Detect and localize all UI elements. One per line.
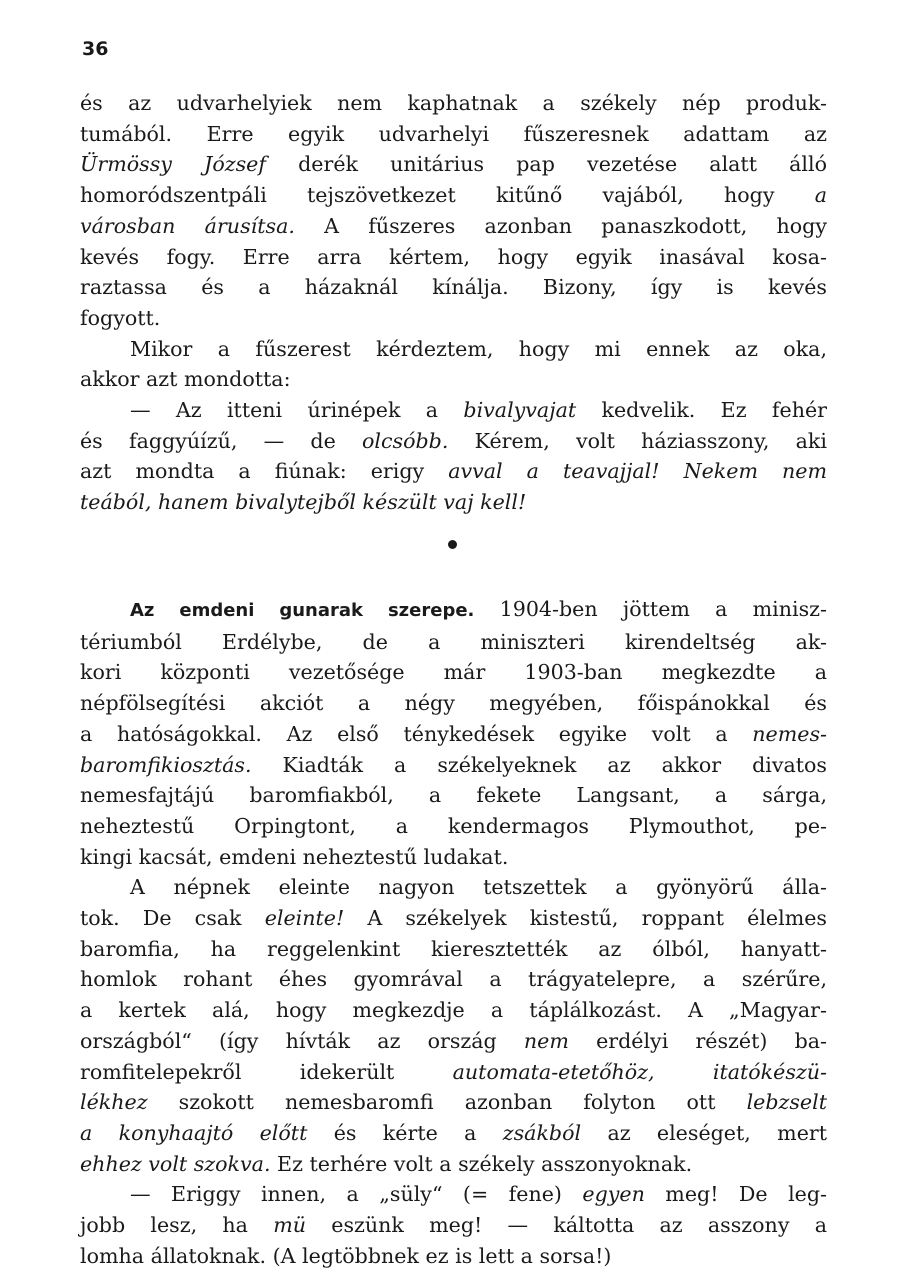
- text-line: [80, 964, 827, 995]
- text-line: [80, 1149, 827, 1180]
- text-line: [80, 211, 827, 242]
- text-line: [80, 364, 827, 395]
- text-line: [80, 627, 827, 658]
- italic-run: egyen: [582, 1182, 645, 1207]
- page-number: 36: [82, 38, 109, 60]
- text-run: és faggyúízű, — de: [80, 428, 362, 453]
- text-line: [80, 426, 827, 457]
- italic-run: eleinte!: [264, 906, 345, 931]
- text-line: [80, 995, 827, 1026]
- section-heading: Az emdeni gunarak szerepe.: [130, 600, 475, 621]
- italic-run: zsákból: [502, 1120, 582, 1145]
- text-line: [80, 272, 827, 303]
- text-run: — Az itteni úrinépek a: [130, 398, 464, 423]
- text-run: 1904-ben jöttem a minisz-: [474, 597, 827, 621]
- text-line: [80, 842, 827, 873]
- text-line: [80, 242, 827, 273]
- text-run: Ez terhére volt a székely asszonyoknak.: [270, 1151, 693, 1176]
- text-run: fogyott.: [80, 305, 161, 330]
- italic-run: ehhez volt szokva.: [80, 1151, 271, 1176]
- text-run: homoródszentpáli tejszövetkezet kitűnő vajából, hogy: [80, 183, 815, 208]
- text-line: [80, 487, 827, 518]
- text-line: [80, 1026, 827, 1057]
- text-line: [80, 688, 827, 719]
- text-run: szokott nemesbaromfi azonban folyton ott: [147, 1090, 747, 1115]
- italic-run: avval a teavajjal! Nekem nem: [448, 459, 827, 484]
- text-run: derék unitárius pap vezetése alatt álló: [265, 152, 827, 177]
- section-separator-dot: [448, 540, 457, 549]
- text-run: baromfia, ha reggelenkint kieresztették az ólból, hanyatt-: [80, 936, 827, 961]
- text-run: nemesfajtájú baromfiakból, a fekete Langsant, a sárga,: [80, 783, 827, 808]
- text-run: Kiadták a székelyeknek az akkor divatos: [251, 752, 827, 777]
- text-run: raztassa és a házaknál kínálja. Bizony, így is kevés: [80, 275, 827, 300]
- text-run: meg! De leg-: [644, 1182, 827, 1207]
- text-run: A népnek eleinte nagyon tetszettek a gyönyörű álla-: [130, 875, 827, 900]
- text-line: [80, 334, 827, 365]
- italic-run: lebzselt: [746, 1090, 827, 1115]
- italic-run: mü: [273, 1213, 306, 1238]
- text-run: Kérem, volt háziasszony, aki: [448, 428, 827, 453]
- text-line: [80, 872, 827, 903]
- text-line: [80, 303, 827, 334]
- text-run: A fűszeres azonban panaszkodott, hogy: [294, 213, 827, 238]
- text-line: [80, 657, 827, 688]
- italic-run: városban árusítsa.: [80, 213, 295, 238]
- text-line: [80, 88, 827, 119]
- text-run: lomha állatoknak. (A legtöbbnek ez is lett a sorsa!): [80, 1243, 612, 1268]
- text-run: eszünk meg! — káltotta az asszony a: [306, 1213, 827, 1238]
- text-line: [80, 719, 827, 750]
- text-line: [80, 1210, 827, 1241]
- italic-run: teából, hanem bivalytejből készült vaj kell!: [80, 490, 527, 515]
- text-run: a kertek alá, hogy megkezdje a táplálkozást. A „Magyar-: [80, 998, 827, 1023]
- text-run: erdélyi részét) ba-: [568, 1028, 827, 1053]
- text-line: [80, 149, 827, 180]
- italic-run: baromfikiosztás.: [80, 752, 252, 777]
- text-run: népfölsegítési akciót a négy megyében, főispánokkal és: [80, 691, 827, 716]
- text-run: az eleséget, mert: [581, 1120, 827, 1145]
- text-run: neheztestű Orpingtont, a kendermagos Plymouthot, pe-: [80, 813, 827, 838]
- text-line: [80, 780, 827, 811]
- text-run: homlok rohant éhes gyomrával a trágyatelepre, a szérűre,: [80, 967, 827, 992]
- text-block-fuszeres: [80, 88, 827, 518]
- italic-run: Ürmössy József: [80, 152, 266, 177]
- text-run: kori központi vezetősége már 1903-ban megkezdte a: [80, 660, 827, 685]
- italic-run: automata-etetőhöz, itatókészü-: [452, 1059, 827, 1084]
- text-run: és kérte a: [307, 1120, 503, 1145]
- italic-run: a konyhaajtó előtt: [80, 1120, 308, 1145]
- text-run: tok. De csak: [80, 906, 265, 931]
- text-line: [80, 180, 827, 211]
- text-run: tériumból Erdélybe, de a miniszteri kirendeltség ak-: [80, 629, 827, 654]
- text-line: [80, 750, 827, 781]
- italic-run: nem: [523, 1028, 569, 1053]
- italic-run: olcsóbb.: [362, 428, 449, 453]
- text-block-emdeni-gunarak: [80, 594, 827, 1271]
- text-run: kingi kacsát, emdeni neheztestű ludakat.: [80, 844, 509, 869]
- text-line: [80, 594, 827, 627]
- text-line: [80, 1087, 827, 1118]
- text-line: [80, 1241, 827, 1272]
- text-line: [80, 811, 827, 842]
- text-run: és az udvarhelyiek nem kaphatnak a székely nép produk-: [80, 91, 827, 115]
- text-line: [80, 1179, 827, 1210]
- italic-run: a: [814, 183, 827, 208]
- text-run: Mikor a fűszerest kérdeztem, hogy mi ennek az oka,: [130, 336, 827, 361]
- text-run: a hatóságokkal. Az első ténykedések egyike volt a: [80, 721, 753, 746]
- text-run: — Eriggy innen, a „süly“ (= fene): [130, 1182, 583, 1207]
- text-line: [80, 1057, 827, 1088]
- text-line: [80, 1118, 827, 1149]
- text-run: országból“ (így hívták az ország: [80, 1028, 524, 1053]
- italic-run: bivalyvajat: [463, 398, 577, 423]
- text-run: A székelyek kistestű, roppant élelmes: [344, 906, 827, 931]
- text-line: [80, 934, 827, 965]
- italic-run: lékhez: [80, 1090, 148, 1115]
- text-run: kevés fogy. Erre arra kértem, hogy egyik inasával kosa-: [80, 244, 827, 269]
- text-run: kedvelik. Ez fehér: [576, 398, 827, 423]
- text-line: [80, 456, 827, 487]
- text-line: [80, 395, 827, 426]
- text-line: [80, 903, 827, 934]
- text-run: romfitelepekről idekerült: [80, 1059, 453, 1084]
- text-run: azt mondta a fiúnak: erigy: [80, 459, 449, 484]
- text-run: akkor azt mondotta:: [80, 367, 291, 392]
- italic-run: nemes-: [752, 721, 827, 746]
- text-run: tumából. Erre egyik udvarhelyi fűszeresnek adattam az: [80, 121, 827, 146]
- text-run: jobb lesz, ha: [80, 1213, 274, 1238]
- text-line: [80, 119, 827, 150]
